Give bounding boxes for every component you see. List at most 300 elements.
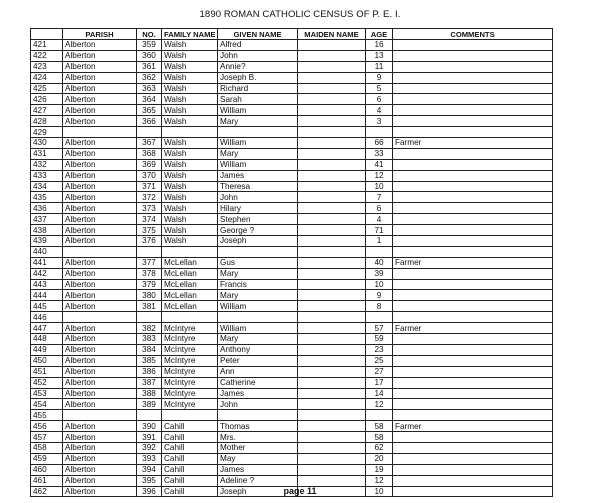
- parish-cell: [63, 410, 137, 421]
- comments-cell: [393, 236, 553, 247]
- maiden-name-cell: [298, 279, 366, 290]
- number-cell: 372: [137, 192, 162, 203]
- row-number-cell: 457: [31, 432, 63, 443]
- maiden-name-cell: [298, 290, 366, 301]
- parish-cell: Alberton: [63, 279, 137, 290]
- given-name-cell: John: [218, 192, 298, 203]
- comments-cell: [393, 475, 553, 486]
- parish-cell: Alberton: [63, 94, 137, 105]
- table-row: [31, 432, 553, 443]
- row-number-cell: 427: [31, 105, 63, 116]
- maiden-name-cell: [298, 410, 366, 421]
- age-cell: 20: [366, 453, 393, 464]
- maiden-name-cell: [298, 323, 366, 334]
- number-cell: 359: [137, 40, 162, 51]
- parish-cell: Alberton: [63, 355, 137, 366]
- number-cell: 365: [137, 105, 162, 116]
- age-cell: 10: [366, 279, 393, 290]
- maiden-name-cell: [298, 105, 366, 116]
- number-cell: [137, 127, 162, 138]
- comments-cell: [393, 246, 553, 257]
- table-row: [31, 475, 553, 486]
- maiden-name-cell: [298, 334, 366, 345]
- age-cell: 17: [366, 377, 393, 388]
- row-number-cell: 455: [31, 410, 63, 421]
- comments-cell: [393, 116, 553, 127]
- comments-cell: [393, 214, 553, 225]
- number-cell: 368: [137, 148, 162, 159]
- maiden-name-header: MAIDEN NAME: [298, 29, 366, 40]
- family-name-cell: Walsh: [162, 170, 218, 181]
- table-row: [31, 323, 553, 334]
- family-name-cell: McLellan: [162, 268, 218, 279]
- table-row: [31, 50, 553, 61]
- parish-cell: Alberton: [63, 225, 137, 236]
- number-cell: 370: [137, 170, 162, 181]
- parish-cell: Alberton: [63, 236, 137, 247]
- comments-cell: [393, 366, 553, 377]
- age-cell: 10: [366, 486, 393, 497]
- family-name-cell: Cahill: [162, 464, 218, 475]
- family-name-cell: Walsh: [162, 214, 218, 225]
- comments-cell: [393, 94, 553, 105]
- age-cell: [366, 127, 393, 138]
- age-cell: 4: [366, 105, 393, 116]
- given-name-cell: [218, 410, 298, 421]
- comments-cell: [393, 83, 553, 94]
- parish-cell: Alberton: [63, 268, 137, 279]
- row-number-cell: 450: [31, 355, 63, 366]
- number-cell: 361: [137, 61, 162, 72]
- parish-cell: [63, 246, 137, 257]
- maiden-name-cell: [298, 50, 366, 61]
- age-cell: 9: [366, 72, 393, 83]
- given-name-cell: Hilary: [218, 203, 298, 214]
- family-name-cell: McIntyre: [162, 366, 218, 377]
- parish-cell: Alberton: [63, 344, 137, 355]
- row-number-cell: 460: [31, 464, 63, 475]
- age-cell: 12: [366, 170, 393, 181]
- parish-cell: Alberton: [63, 192, 137, 203]
- parish-cell: Alberton: [63, 61, 137, 72]
- number-cell: 388: [137, 388, 162, 399]
- comments-cell: [393, 127, 553, 138]
- table-row: [31, 421, 553, 432]
- table-row: [31, 159, 553, 170]
- maiden-name-cell: [298, 181, 366, 192]
- family-name-cell: Cahill: [162, 432, 218, 443]
- family-name-cell: Walsh: [162, 72, 218, 83]
- age-cell: 4: [366, 214, 393, 225]
- maiden-name-cell: [298, 192, 366, 203]
- family-name-cell: Cahill: [162, 442, 218, 453]
- comments-cell: [393, 432, 553, 443]
- parish-cell: Alberton: [63, 388, 137, 399]
- family-name-cell: McIntyre: [162, 355, 218, 366]
- parish-cell: Alberton: [63, 377, 137, 388]
- comments-cell: Farmer: [393, 323, 553, 334]
- table-row: [31, 464, 553, 475]
- age-cell: 19: [366, 464, 393, 475]
- given-name-cell: May: [218, 453, 298, 464]
- given-name-cell: William: [218, 323, 298, 334]
- age-cell: 10: [366, 181, 393, 192]
- age-cell: 23: [366, 344, 393, 355]
- maiden-name-cell: [298, 453, 366, 464]
- parish-cell: Alberton: [63, 301, 137, 312]
- table-row: [31, 312, 553, 323]
- family-name-cell: [162, 246, 218, 257]
- table-row: [31, 399, 553, 410]
- family-name-cell: Walsh: [162, 203, 218, 214]
- given-name-cell: Mary: [218, 116, 298, 127]
- given-name-cell: James: [218, 464, 298, 475]
- given-name-cell: James: [218, 388, 298, 399]
- census-table: [30, 28, 553, 497]
- family-name-cell: [162, 312, 218, 323]
- row-number-cell: 425: [31, 83, 63, 94]
- maiden-name-cell: [298, 225, 366, 236]
- age-cell: 6: [366, 94, 393, 105]
- family-name-cell: Walsh: [162, 192, 218, 203]
- family-name-cell: Cahill: [162, 486, 218, 497]
- given-name-cell: Joseph: [218, 236, 298, 247]
- number-cell: 366: [137, 116, 162, 127]
- age-cell: 7: [366, 192, 393, 203]
- parish-cell: Alberton: [63, 159, 137, 170]
- number-cell: 367: [137, 138, 162, 149]
- maiden-name-cell: [298, 138, 366, 149]
- given-name-cell: Mother: [218, 442, 298, 453]
- row-number-cell: 441: [31, 257, 63, 268]
- comments-cell: [393, 148, 553, 159]
- age-cell: 27: [366, 366, 393, 377]
- parish-cell: Alberton: [63, 453, 137, 464]
- maiden-name-cell: [298, 312, 366, 323]
- table-row: [31, 181, 553, 192]
- row-number-cell: 421: [31, 40, 63, 51]
- maiden-name-cell: [298, 61, 366, 72]
- table-row: [31, 40, 553, 51]
- table-header-row: [31, 29, 553, 40]
- age-cell: 66: [366, 138, 393, 149]
- family-name-cell: McLellan: [162, 279, 218, 290]
- row-number-cell: 430: [31, 138, 63, 149]
- age-cell: 12: [366, 475, 393, 486]
- maiden-name-cell: [298, 257, 366, 268]
- table-row: [31, 355, 553, 366]
- number-cell: 381: [137, 301, 162, 312]
- number-cell: 383: [137, 334, 162, 345]
- age-cell: 5: [366, 83, 393, 94]
- table-row: [31, 279, 553, 290]
- parish-cell: Alberton: [63, 72, 137, 83]
- given-name-cell: William: [218, 159, 298, 170]
- given-name-cell: Ann: [218, 366, 298, 377]
- given-name-cell: Richard: [218, 83, 298, 94]
- comments-cell: [393, 464, 553, 475]
- comments-cell: Farmer: [393, 421, 553, 432]
- table-row: [31, 127, 553, 138]
- table-row: [31, 334, 553, 345]
- maiden-name-cell: [298, 72, 366, 83]
- table-row: [31, 442, 553, 453]
- row-number-header: [31, 29, 63, 40]
- number-cell: 378: [137, 268, 162, 279]
- row-number-cell: 426: [31, 94, 63, 105]
- comments-cell: [393, 105, 553, 116]
- row-number-cell: 449: [31, 344, 63, 355]
- comments-cell: [393, 344, 553, 355]
- number-cell: [137, 246, 162, 257]
- number-cell: 387: [137, 377, 162, 388]
- parish-cell: Alberton: [63, 442, 137, 453]
- parish-cell: Alberton: [63, 464, 137, 475]
- comments-cell: [393, 61, 553, 72]
- age-cell: 12: [366, 399, 393, 410]
- family-name-cell: Walsh: [162, 148, 218, 159]
- parish-cell: [63, 312, 137, 323]
- number-cell: 390: [137, 421, 162, 432]
- row-number-cell: 433: [31, 170, 63, 181]
- family-name-cell: Walsh: [162, 61, 218, 72]
- maiden-name-cell: [298, 268, 366, 279]
- comments-cell: Farmer: [393, 138, 553, 149]
- parish-cell: Alberton: [63, 83, 137, 94]
- parish-cell: Alberton: [63, 334, 137, 345]
- maiden-name-cell: [298, 442, 366, 453]
- row-number-cell: 439: [31, 236, 63, 247]
- maiden-name-cell: [298, 344, 366, 355]
- maiden-name-cell: [298, 355, 366, 366]
- parish-cell: Alberton: [63, 50, 137, 61]
- family-name-cell: Walsh: [162, 40, 218, 51]
- family-name-cell: Walsh: [162, 116, 218, 127]
- given-name-cell: Thomas: [218, 421, 298, 432]
- number-cell: 396: [137, 486, 162, 497]
- number-cell: 384: [137, 344, 162, 355]
- given-name-cell: [218, 127, 298, 138]
- given-name-cell: Stephen: [218, 214, 298, 225]
- table-row: [31, 192, 553, 203]
- maiden-name-cell: [298, 421, 366, 432]
- family-name-cell: Walsh: [162, 181, 218, 192]
- maiden-name-cell: [298, 40, 366, 51]
- maiden-name-cell: [298, 464, 366, 475]
- comments-cell: [393, 170, 553, 181]
- row-number-cell: 447: [31, 323, 63, 334]
- given-name-cell: William: [218, 105, 298, 116]
- row-number-cell: 422: [31, 50, 63, 61]
- comments-cell: [393, 192, 553, 203]
- row-number-cell: 432: [31, 159, 63, 170]
- row-number-cell: 451: [31, 366, 63, 377]
- maiden-name-cell: [298, 246, 366, 257]
- row-number-cell: 435: [31, 192, 63, 203]
- parish-cell: Alberton: [63, 432, 137, 443]
- table-row: [31, 148, 553, 159]
- comments-cell: [393, 159, 553, 170]
- table-row: [31, 105, 553, 116]
- given-name-cell: Mary: [218, 334, 298, 345]
- number-cell: 391: [137, 432, 162, 443]
- row-number-cell: 448: [31, 334, 63, 345]
- comments-cell: [393, 442, 553, 453]
- page-number: page 11: [283, 486, 317, 496]
- age-cell: 8: [366, 301, 393, 312]
- row-number-cell: 443: [31, 279, 63, 290]
- table-row: [31, 301, 553, 312]
- table-row: [31, 290, 553, 301]
- comments-cell: [393, 388, 553, 399]
- family-name-cell: [162, 410, 218, 421]
- maiden-name-cell: [298, 148, 366, 159]
- number-cell: 382: [137, 323, 162, 334]
- given-name-cell: James: [218, 170, 298, 181]
- parish-cell: [63, 127, 137, 138]
- number-cell: 389: [137, 399, 162, 410]
- comments-cell: [393, 40, 553, 51]
- maiden-name-cell: [298, 236, 366, 247]
- parish-cell: Alberton: [63, 290, 137, 301]
- family-name-cell: Walsh: [162, 225, 218, 236]
- comments-cell: [393, 181, 553, 192]
- number-cell: 362: [137, 72, 162, 83]
- table-row: [31, 453, 553, 464]
- number-cell: 385: [137, 355, 162, 366]
- number-cell: 380: [137, 290, 162, 301]
- number-cell: [137, 410, 162, 421]
- age-cell: 59: [366, 334, 393, 345]
- comments-cell: [393, 355, 553, 366]
- family-name-cell: McIntyre: [162, 399, 218, 410]
- table-row: [31, 268, 553, 279]
- parish-cell: Alberton: [63, 366, 137, 377]
- age-cell: 16: [366, 40, 393, 51]
- given-name-cell: John: [218, 399, 298, 410]
- given-name-cell: Mary: [218, 290, 298, 301]
- given-name-cell: Mrs.: [218, 432, 298, 443]
- maiden-name-cell: [298, 301, 366, 312]
- family-name-cell: McIntyre: [162, 323, 218, 334]
- age-cell: 3: [366, 116, 393, 127]
- given-name-cell: John: [218, 50, 298, 61]
- table-row: [31, 246, 553, 257]
- age-cell: 1: [366, 236, 393, 247]
- table-row: [31, 61, 553, 72]
- family-name-cell: Walsh: [162, 94, 218, 105]
- age-cell: 40: [366, 257, 393, 268]
- family-name-cell: Walsh: [162, 236, 218, 247]
- row-number-cell: 440: [31, 246, 63, 257]
- comments-cell: [393, 268, 553, 279]
- family-name-cell: [162, 127, 218, 138]
- given-name-cell: Catherine: [218, 377, 298, 388]
- number-cell: 364: [137, 94, 162, 105]
- number-cell: 373: [137, 203, 162, 214]
- age-cell: [366, 246, 393, 257]
- table-row: [31, 257, 553, 268]
- parish-cell: Alberton: [63, 475, 137, 486]
- table-row: [31, 388, 553, 399]
- maiden-name-cell: [298, 116, 366, 127]
- family-name-cell: Cahill: [162, 421, 218, 432]
- age-cell: 13: [366, 50, 393, 61]
- table-row: [31, 203, 553, 214]
- given-name-cell: Joseph: [218, 486, 298, 497]
- parish-cell: Alberton: [63, 181, 137, 192]
- table-row: [31, 116, 553, 127]
- parish-cell: Alberton: [63, 170, 137, 181]
- given-name-cell: Gus: [218, 257, 298, 268]
- maiden-name-cell: [298, 127, 366, 138]
- table-row: [31, 138, 553, 149]
- number-cell: 392: [137, 442, 162, 453]
- maiden-name-cell: [298, 214, 366, 225]
- parish-cell: Alberton: [63, 323, 137, 334]
- family-name-cell: McIntyre: [162, 334, 218, 345]
- maiden-name-cell: [298, 203, 366, 214]
- age-cell: 58: [366, 432, 393, 443]
- comments-cell: [393, 334, 553, 345]
- given-name-cell: Mary: [218, 268, 298, 279]
- table-row: [31, 94, 553, 105]
- given-name-cell: Anthony: [218, 344, 298, 355]
- age-cell: 58: [366, 421, 393, 432]
- age-cell: 57: [366, 323, 393, 334]
- parish-cell: Alberton: [63, 214, 137, 225]
- given-name-cell: Joseph B.: [218, 72, 298, 83]
- comments-cell: [393, 72, 553, 83]
- row-number-cell: 429: [31, 127, 63, 138]
- row-number-cell: 459: [31, 453, 63, 464]
- family-name-cell: Walsh: [162, 138, 218, 149]
- given-name-cell: Mary: [218, 148, 298, 159]
- number-cell: 377: [137, 257, 162, 268]
- maiden-name-cell: [298, 388, 366, 399]
- family-name-cell: Walsh: [162, 159, 218, 170]
- table-row: [31, 366, 553, 377]
- table-row: [31, 344, 553, 355]
- given-name-cell: Adeline ?: [218, 475, 298, 486]
- given-name-cell: Francis: [218, 279, 298, 290]
- comments-cell: [393, 377, 553, 388]
- parish-cell: Alberton: [63, 148, 137, 159]
- table-row: [31, 410, 553, 421]
- comments-cell: [393, 279, 553, 290]
- table-row: [31, 236, 553, 247]
- given-name-cell: [218, 312, 298, 323]
- number-cell: 371: [137, 181, 162, 192]
- family-name-cell: McIntyre: [162, 377, 218, 388]
- parish-cell: Alberton: [63, 40, 137, 51]
- maiden-name-cell: [298, 432, 366, 443]
- age-cell: 9: [366, 290, 393, 301]
- row-number-cell: 437: [31, 214, 63, 225]
- age-cell: [366, 312, 393, 323]
- comments-cell: [393, 225, 553, 236]
- family-name-cell: McIntyre: [162, 344, 218, 355]
- comments-cell: [393, 410, 553, 421]
- maiden-name-cell: [298, 159, 366, 170]
- parish-cell: Alberton: [63, 257, 137, 268]
- comments-cell: [393, 312, 553, 323]
- row-number-cell: 438: [31, 225, 63, 236]
- comments-cell: [393, 399, 553, 410]
- number-cell: 393: [137, 453, 162, 464]
- maiden-name-cell: [298, 475, 366, 486]
- family-name-cell: Walsh: [162, 83, 218, 94]
